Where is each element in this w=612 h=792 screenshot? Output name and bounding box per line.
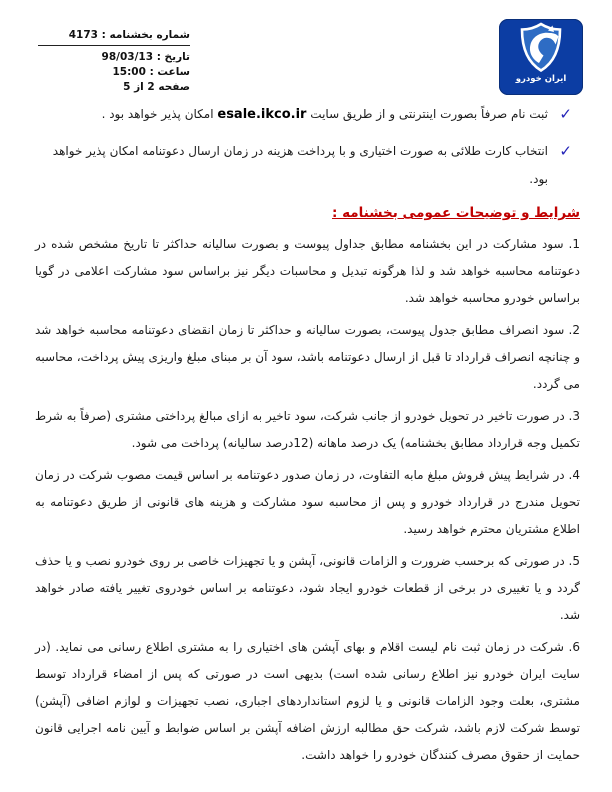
bullet-text: انتخاب کارت طلائی به صورت اختیاری و با پرداخت هزینه در زمان ارسال دعوتنامه امکان پذیر خواهد بود. [52, 144, 548, 186]
bullet-item-gold-card [35, 137, 572, 193]
ikco-logo [499, 19, 583, 95]
bullet-text [102, 107, 548, 121]
checkmark-icon: ✓ [559, 105, 572, 123]
paragraph-1: 1. سود مشارکت در این بخشنامه مطابق جداول پیوست و بصورت سالیانه حداکثر تا تاریخ مشخص شده در دعوتنامه محاسبه خواهد شد و لذا هرگونه تبدیل و محاسبات دیگر نیز براساس سود مشارکت اعلامی در گویا براساس خودرو محاسبه خواهد شد. [35, 237, 580, 305]
paragraph-3: 3. در صورت تاخیر در تحویل خودرو از جانب شرکت، سود تاخیر به ازای مبالغ پرداختی مشتری (صرفاً به شرط تکمیل وجه قرارداد مطابق بخشنامه) یک درصد ماهانه (12درصد سالیانه) پرداخت می شود. [35, 409, 580, 450]
circular-date: تاریخ : 98/03/13 [101, 51, 190, 63]
horse-shield-icon [499, 19, 583, 77]
paragraph-4: 4. در شرایط پیش فروش مبلغ مابه التفاوت، در زمان صدور دعوتنامه بر اساس قیمت مصوب شرکت در زمان تحویل مندرج در قرارداد خودرو و پس از محاسبه سود مشارکت و هزینه های قانونی از طریق دعوتنامه به اطلاع مشتریان محترم خواهد رسید. [35, 468, 580, 536]
bullet-text-post: امکان پذیر خواهد بود . [101, 107, 218, 121]
paragraph-5: 5. در صورتی که برحسب ضرورت و الزامات قانونی، آپشن و یا تجهیزات خاصی بر روی خودرو نصب و یا حذف گردد و یا تغییری در برخی از قطعات خودرو ایجاد شود، دعوتنامه بر اساس خودروی تغییر یافته صادر خواهد شد. [35, 554, 580, 622]
document-header [35, 26, 580, 96]
circular-number: شماره بخشنامه : 4173 [68, 29, 190, 41]
esale-site-url: esale.ikco.ir [217, 107, 307, 122]
terms-paragraphs [35, 231, 580, 769]
bullet-text-pre: ثبت نام صرفاً بصورت اینترنتی و از طریق سایت [306, 107, 548, 121]
section-heading: شرایط و توضیحات عمومی بخشنامه : [332, 205, 580, 221]
paragraph-6: 6. شرکت در زمان ثبت نام لیست اقلام و بهای آپشن های اختیاری را به مشتری اطلاع رسانی می نماید. (در سایت ایران خودرو نیز اطلاع رسانی شده است) بدیهی است در صورتی که پس از امضاء قرارداد توسط مشتری، بعلت وجود الزامات قانونی و یا لزوم استانداردهای اجباری، نصب تجهیزات و لوازم اضافی (آپشن) توسط شرکت لازم باشد، شرکت حق مطالبه ارزش اضافه آپشن بر اساس ضوابط و آیین نامه اجرایی قانون حمایت از حقوق مصرف کنندگان خودرو را خواهد داشت. [35, 640, 580, 762]
circular-info-block [38, 28, 190, 95]
checkmark-icon: ✓ [559, 142, 572, 160]
page-number: صفحه 2 از 5 [123, 81, 190, 93]
paragraph-2: 2. سود انصراف مطابق جدول پیوست، بصورت سالیانه و حداکثر تا زمان انقضای دعوتنامه محاسبه خواهد شد و چنانچه انصراف قرارداد تا قبل از ارسال دعوتنامه باشد، سود آن بر مبنای مبلغ واریزی پیش پرداخت، محاسبه می گردد. [35, 323, 580, 391]
ikco-logo-brand-text: ایران خودرو [515, 74, 567, 84]
circular-time: ساعت : 15:00 [112, 66, 190, 78]
bullet-item-registration [35, 100, 572, 129]
header-divider [38, 45, 190, 46]
bullet-list [35, 100, 580, 193]
